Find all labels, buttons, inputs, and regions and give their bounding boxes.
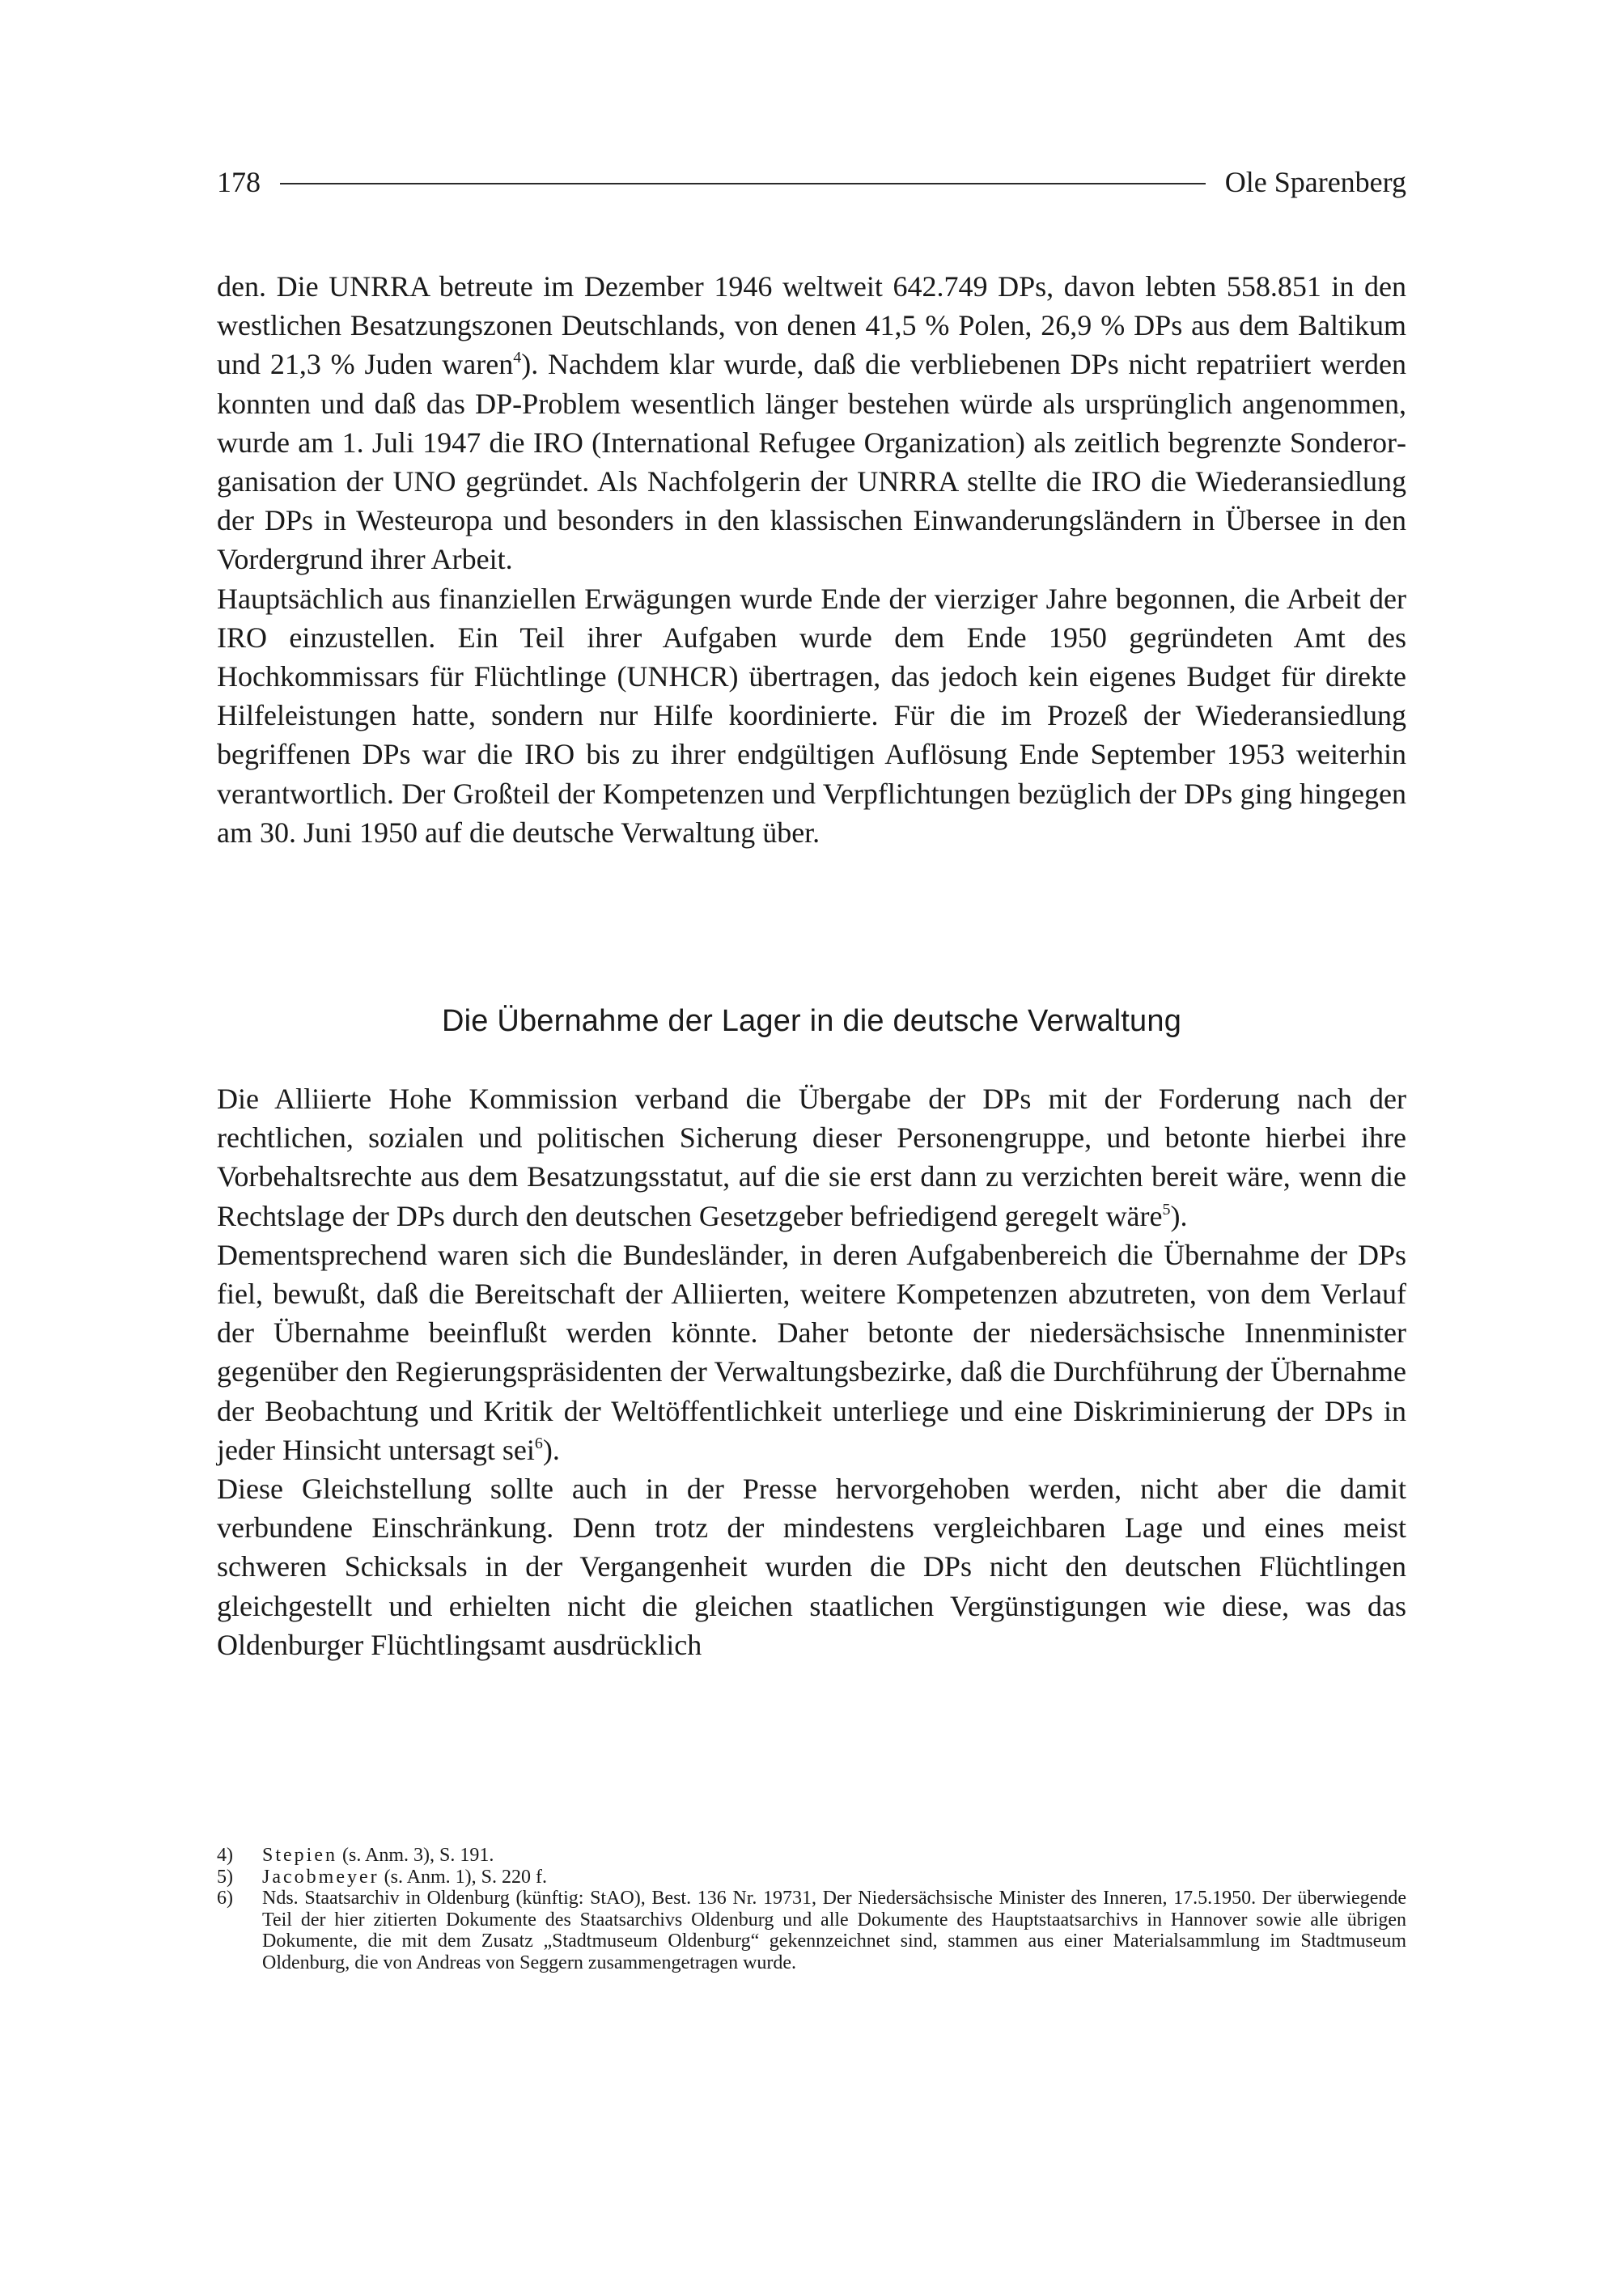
body-text-section-2 [217,1079,1406,1664]
footnote-text: Jacobmeyer (s. Anm. 1), S. 220 f. [262,1866,547,1888]
paragraph: Diese Gleichstellung sollte auch in der Presse hervorgehoben werden, nicht aber die damit verbundene Einschränkung. Denn trotz der mindestens vergleichbaren Lage und eines meist schweren Schicksals in der Vergangenheit wurden die DPs nicht den deutschen Flüchtlingen gleichgestellt und erhielten nicht die gleichen staatlichen Vergünstigungen wie diese, was das Oldenburger Flüchtlingsamt ausdrücklich [217,1473,1406,1661]
footnote [217,1888,1406,1973]
header-rule [280,183,1206,184]
footnote-number: 5) [217,1866,233,1888]
footnote-text: Stepien (s. Anm. 3), S. 191. [262,1845,494,1866]
page-number: 178 [217,166,261,198]
footnote-ref: 5 [1162,1200,1171,1219]
footnote-text: Nds. Staatsarchiv in Oldenburg (künftig: StAO), Best. 136 Nr. 19731, Der Niedersächsische Minister des Inneren, 17.5.1950. Der überwiegende Teil der hier zitierten Dokumente des Staatsarchivs Oldenburg und alle Dokumente des Hauptstaatsarchivs in Hannover sowie alle übrigen Dokumente, die mit dem Zusatz „Stadtmuseum Oldenburg“ gekennzeichnet sind, stammen aus einer Materialsammlung im Stadtmuseum Oldenburg, die von Andreas von Seggern zusammengetragen wurde. [262,1888,1406,1973]
paragraph: Hauptsächlich aus finanziellen Erwägungen wurde Ende der vierziger Jahre begonnen, die Arbeit der IRO einzustellen. Ein Teil ihrer Aufgaben wurde dem Ende 1950 gegründeten Amt des Hochkommissars für Flüchtlinge (UNHCR) übertragen, das jedoch kein eigenes Budget für direkte Hilfeleistungen hatte, sondern nur Hilfe koordinierte. Für die im Prozeß der Wiederansiedlung begriffenen DPs war die IRO bis zu ihrer endgültigen Auflösung Ende September 1953 weiterhin verantwortlich. Der Großteil der Kompetenzen und Verpflichtungen bezüglich der DPs ging hingegen am 30. Juni 1950 auf die deutsche Verwaltung über. [217,582,1406,849]
footnote-number: 6) [217,1888,233,1909]
body-text-section-1 [217,267,1406,852]
footnote-number: 4) [217,1845,233,1866]
footnotes [217,1845,1406,1973]
running-head [217,166,1406,198]
footnote-ref: 4 [513,349,522,367]
footnote-author: Stepien [262,1845,337,1866]
footnote-author: Jacobmeyer [262,1866,379,1888]
section-heading: Die Übernahme der Lager in die deutsche Verwaltung [441,1004,1182,1038]
running-head-author: Ole Sparenberg [1224,166,1406,198]
footnote [217,1867,1406,1888]
paragraph: Dementsprechend waren sich die Bundesländer, in deren Aufgabenbereich die Übernahme der DPs fiel, bewußt, daß die Bereitschaft der Alliierten, weitere Kompetenzen abzutreten, von dem Verlauf der Übernahme beeinflußt werden könnte. Daher betonte der niedersächsische Innenminister gegenüber den Regierungspräsidenten der Verwaltungsbezirke, daß die Durchführung der Übernahme der Beobachtung und Kritik der Weltöffentlichkeit unterliege und eine Diskriminierung der DPs in jeder Hinsicht untersagt sei$^6$). [217,1238,1406,1466]
footnote-ref: 6 [534,1434,543,1452]
paragraph: Die Alliierte Hohe Kommission verband die Übergabe der DPs mit der Forderung nach der rechtlichen, sozialen und politischen Sicherung dieser Personengruppe, und betonte hierbei ihre Vorbehaltsrechte aus dem Besatzungsstatut, auf die sie erst dann zu verzichten bereit wäre, wenn die Rechtslage der DPs durch den deutschen Gesetzgeber befriedigend geregelt wäre$^5$). [217,1083,1406,1232]
paragraph: den. Die UNRRA betreute im Dezember 1946 weltweit 642.749 DPs, davon lebten 558.851 in den westlichen Besatzungszonen Deutschlands, von denen 41,5 % Polen, 26,9 % DPs aus dem Baltikum und 21,3 % Juden waren$^4$). Nachdem klar wurde, daß die verbliebenen DPs nicht repatriiert werden konnten und daß das DP-Problem wesentlich länger bestehen würde als ursprünglich angenommen, wurde am 1. Juli 1947 die IRO (International Refugee Organization) als zeitlich begrenzte Sonderorganisation der UNO gegründet. Als Nachfolgerin der UNRRA stellte die IRO die Wiederansiedlung der DPs in Westeuropa und besonders in den klassischen Einwanderungsländern in Übersee in den Vordergrund ihrer Arbeit. [217,270,1406,576]
footnote [217,1845,1406,1867]
document-page [217,0,1406,2293]
